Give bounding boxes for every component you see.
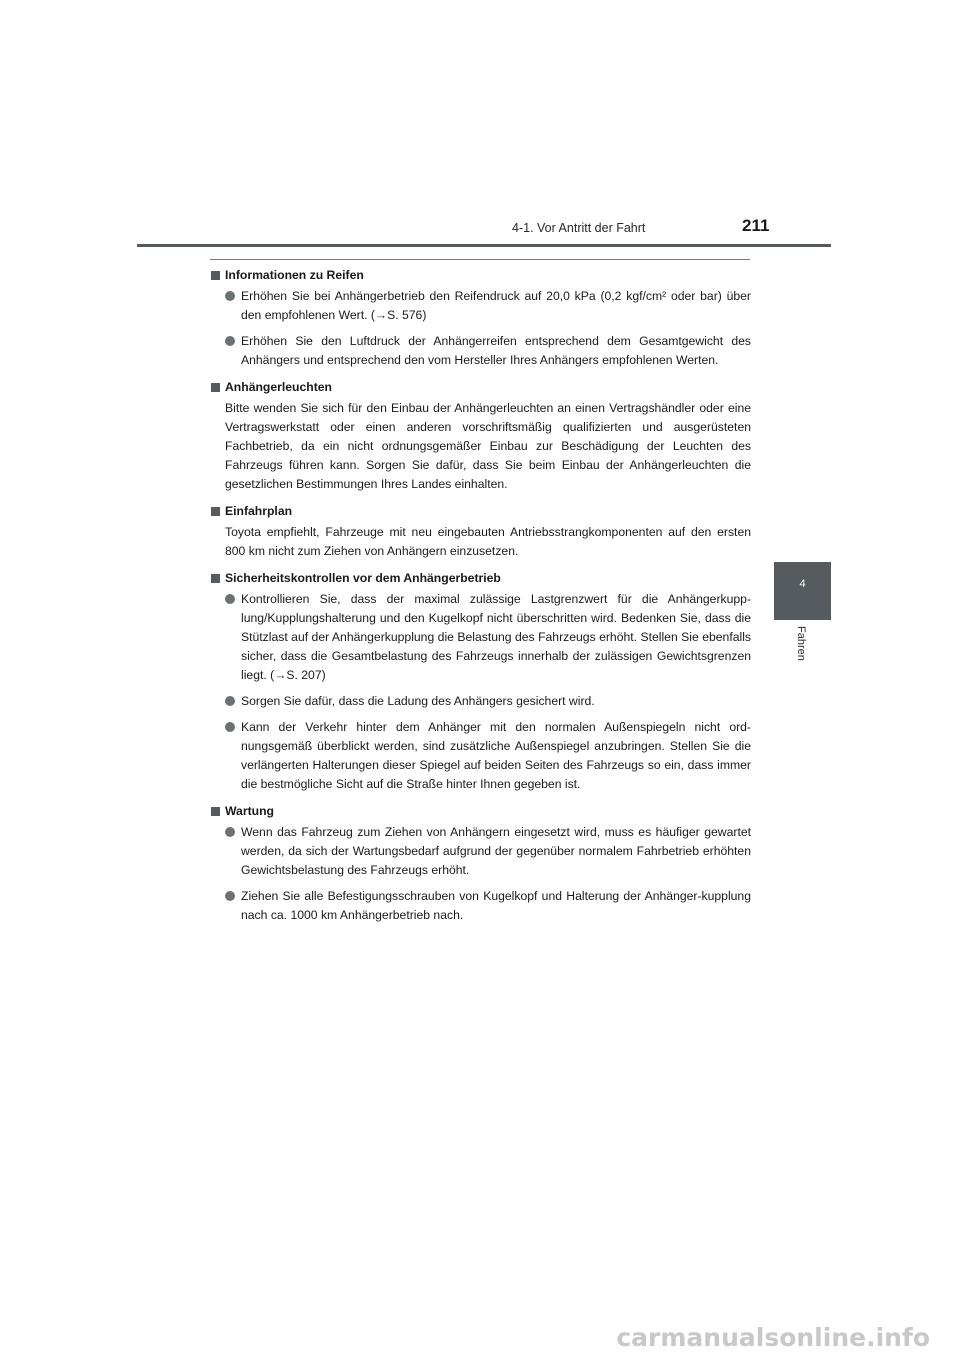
bullet-dot-icon: [225, 291, 235, 301]
chapter-tab: [774, 562, 831, 620]
bullet-dot-icon: [225, 696, 235, 706]
section-sicherheitskontrollen: [210, 569, 751, 794]
content-rule: [210, 259, 750, 260]
header-section-title: 4-1. Vor Antritt der Fahrt: [512, 221, 646, 235]
header-rule: [137, 244, 831, 247]
section-title: Sicherheitskontrollen vor dem Anhängerbetrieb: [225, 571, 501, 585]
section-title: Einfahrplan: [225, 504, 293, 518]
bullet-item: Erhöhen Sie den Luftdruck der Anhängerreifen entsprechend dem Gesamtgewicht des Anhängers und entsprechend den vom Hersteller Ihres Anhängers empfohlenen Werten.: [210, 332, 751, 370]
bullet-dot-icon: [225, 594, 235, 604]
page-content: [210, 266, 751, 933]
bullet-dot-icon: [225, 891, 235, 901]
section-square-icon: [211, 507, 220, 516]
section-einfahrplan: [210, 502, 751, 561]
section-square-icon: [211, 807, 220, 816]
bullet-item: Wenn das Fahrzeug zum Ziehen von Anhängern eingesetzt wird, muss es häufiger gewartet werden, da sich der Wartungsbedarf aufgrund der gegenüber normalem Fahrbetrieb erhöhten Gewichtsbelastung des Fahrzeugs erhöht.: [210, 823, 751, 880]
section-square-icon: [211, 574, 220, 583]
section-square-icon: [211, 383, 220, 392]
section-square-icon: [211, 271, 220, 280]
chapter-number: 4: [799, 578, 806, 590]
watermark: carmanualsonline.info: [616, 1323, 930, 1352]
section-reifen: [210, 266, 751, 370]
bullet-item: Ziehen Sie alle Befestigungsschrauben von Kugelkopf und Halterung der Anhänger-kupplung nach ca. 1000 km Anhängerbetrieb nach.: [210, 887, 751, 925]
section-anhaengerleuchten: [210, 378, 751, 494]
section-title: Anhängerleuchten: [225, 380, 332, 394]
bullet-dot-icon: [225, 722, 235, 732]
section-wartung: [210, 802, 751, 925]
bullet-item: Kontrollieren Sie, dass der maximal zulässige Lastgrenzwert für die Anhängerkupp-lung/Kupplungshalterung und den Kugelkopf nicht überschritten wird. Bedenken Sie, dass die Stützlast auf der Anhängerkupplung die Belastung des Fahrzeugs erhöht. Stellen Sie ebenfalls sicher, dass die Gesamtbelastung des Fahrzeugs innerhalb der zulässigen Gewichtsgrenzen liegt. (→S. 207): [210, 590, 751, 685]
section-title: Informationen zu Reifen: [225, 268, 364, 282]
section-title: Wartung: [225, 804, 274, 818]
section-paragraph: Bitte wenden Sie sich für den Einbau der Anhängerleuchten an einen Vertragshändler oder eine Vertragswerkstatt oder einen anderen vorschriftsmäßig qualifizierten und ausgerüsteten Fachbetrieb, da ein nicht ordnungsgemäßer Einbau zur Beschädigung der Leuchten des Fahrzeugs führen kann. Sorgen Sie dafür, dass Sie beim Einbau der Anhängerleuchten die gesetzlichen Bestimmungen Ihres Landes einhalten.: [225, 401, 751, 491]
bullet-item: Kann der Verkehr hinter dem Anhänger mit den normalen Außenspiegeln nicht ord-nungsgemäß überblickt werden, sind zusätzliche Außenspiegel anzubringen. Stellen Sie die verlängerten Halterungen dieser Spiegel auf beiden Seiten des Fahrzeugs so ein, dass immer die bestmögliche Sicht auf die Straße hinter Ihnen gegeben ist.: [210, 718, 751, 794]
bullet-dot-icon: [225, 336, 235, 346]
bullet-item: Erhöhen Sie bei Anhängerbetrieb den Reifendruck auf 20,0 kPa (0,2 kgf/cm² oder bar) über den empfohlenen Wert. (→S. 576): [210, 287, 751, 325]
chapter-label: Fahren: [795, 626, 807, 661]
bullet-item: Sorgen Sie dafür, dass die Ladung des Anhängers gesichert wird.: [210, 692, 751, 711]
page-number: 211: [742, 216, 770, 235]
section-paragraph: Toyota empfiehlt, Fahrzeuge mit neu eingebauten Antriebsstrangkomponenten auf den ersten 800 km nicht zum Ziehen von Anhängern einzusetzen.: [225, 525, 751, 558]
bullet-dot-icon: [225, 827, 235, 837]
